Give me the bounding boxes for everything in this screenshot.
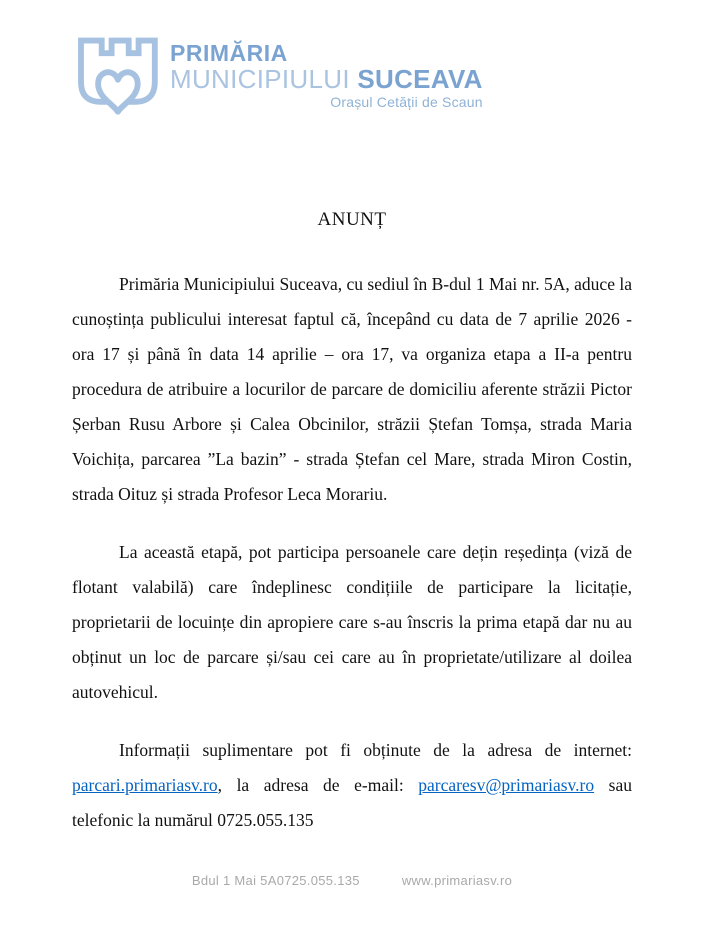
- org-tagline: Orașul Cetății de Scaun: [330, 93, 483, 110]
- org-name-municipality: MUNICIPIULUI: [170, 63, 358, 94]
- contact-text-3: sau telefonic la numărul 0725.055.135: [72, 775, 632, 830]
- org-name-city: SUCEAVA: [357, 63, 483, 94]
- document-title: ANUNȚ: [317, 209, 387, 230]
- footer-address: Bdul 1 Mai 5A: [191, 873, 277, 888]
- paragraph-eligibility: La această etapă, pot participa persoanele care dețin reședința (viză de flotant valabilă) care îndeplinesc condițiile de participare la licitație, proprietarii de locuințe din apropiere care s-au înscris la prima etapă dar nu au obținut un loc de parcare și/sau cei care au în proprietate/utilizare al doilea autovehicul.: [72, 542, 632, 702]
- org-name-block: [170, 42, 483, 109]
- email-link[interactable]: parcaresv@primariasv.ro: [418, 775, 595, 795]
- letterhead: [70, 28, 483, 118]
- page-footer: [0, 873, 704, 888]
- castle-heart-logo-icon: [70, 28, 164, 118]
- footer-website: www.primariasv.ro: [401, 873, 513, 888]
- parking-website-link[interactable]: parcari.primariasv.ro: [72, 775, 218, 795]
- org-name-line2: [170, 63, 483, 94]
- footer-address-phone: [192, 873, 360, 888]
- paragraph-announcement: Primăria Municipiului Suceava, cu sediul în B-dul 1 Mai nr. 5A, aduce la cunoștința publicului interesat faptul că, începând cu data de 7 aprilie 2026 - ora 17 și până în data 14 aprilie – ora 17, va organiza etapa a II-a pentru procedura de atribuire a locurilor de parcare de domiciliu aferente străzii Pictor Șerban Rusu Arbore și Calea Obcinilor, străzii Ștefan Tomșa, strada Maria Voichița, parcarea ”La bazin” - strada Ștefan cel Mare, strada Miron Costin, strada Oituz și strada Profesor Leca Morariu.: [72, 274, 632, 504]
- footer-phone: 0725.055.135: [276, 873, 360, 888]
- contact-text-2: , la adresa de e-mail:: [217, 775, 419, 795]
- org-name-line1: PRIMĂRIA: [170, 40, 288, 66]
- contact-text-1: Informații suplimentare pot fi obținute de la adresa de internet:: [119, 740, 632, 760]
- document-body: [72, 202, 632, 861]
- paragraph-contact: [72, 733, 632, 838]
